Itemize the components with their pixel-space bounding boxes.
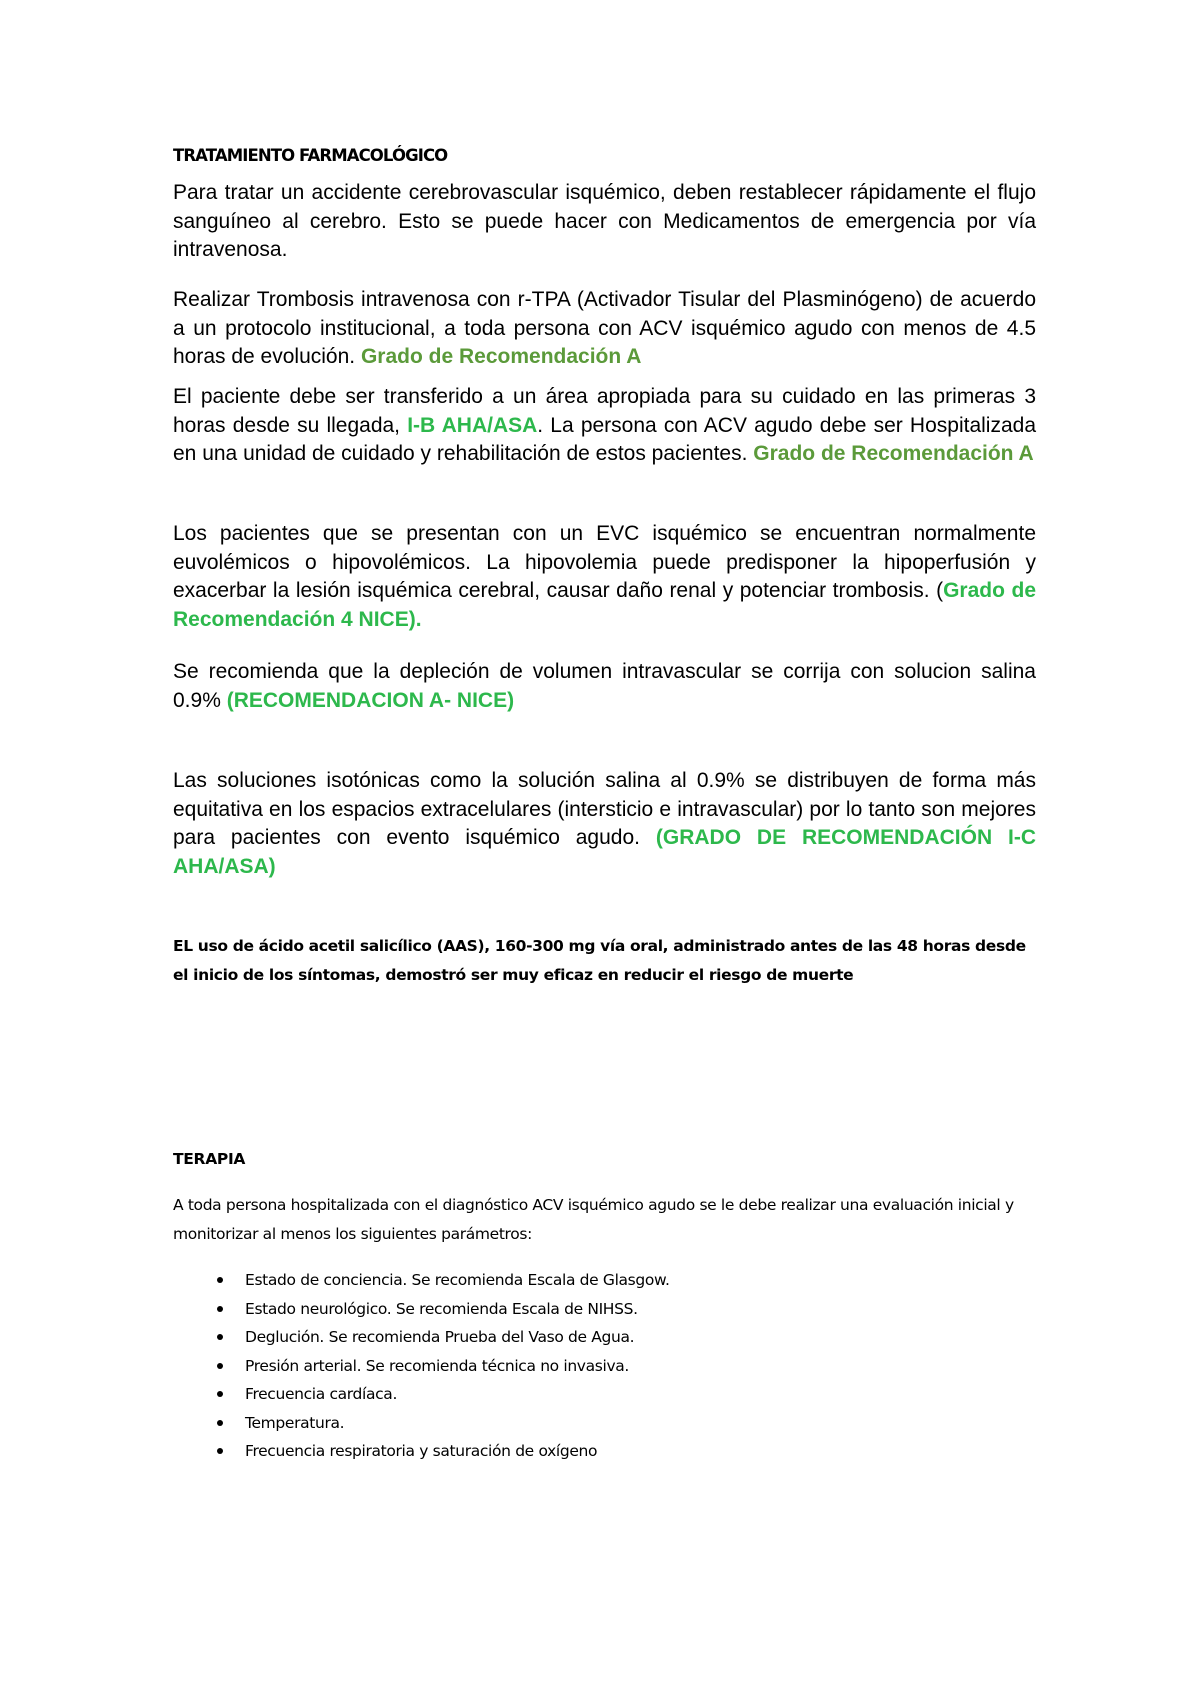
bullet-icon — [217, 1334, 223, 1340]
list-item — [173, 1380, 1033, 1409]
list-item-text: Temperatura. — [245, 1413, 345, 1432]
list-item — [173, 1409, 1033, 1438]
list-item — [173, 1437, 1033, 1466]
paragraph-saline — [173, 658, 1036, 715]
paragraph-volemia — [173, 520, 1036, 634]
bullet-icon — [217, 1363, 223, 1369]
recommendation-grade: Grado de Recomendación A — [360, 345, 642, 368]
recommendation-grade: (RECOMENDACION A- NICE) — [226, 688, 515, 712]
list-item-text: Frecuencia respiratoria y saturación de oxígeno — [245, 1442, 598, 1460]
list-item-text: Estado neurológico. Se recomienda Escala de NIHSS. — [245, 1299, 638, 1318]
paragraph-isotonic — [173, 767, 1036, 881]
terapia-heading: TERAPIA — [173, 1150, 246, 1168]
paragraph-aspirin — [173, 932, 1043, 990]
list-item-text: Presión arterial. Se recomienda técnica no invasiva. — [245, 1356, 630, 1375]
list-item — [173, 1266, 1033, 1295]
paragraph-text: El paciente debe ser transferido a un área apropiada para su cuidado en las primeras 3 horas desde su llegada, — [173, 385, 1036, 437]
list-item-text: Estado de conciencia. Se recomienda Escala de Glasgow. — [245, 1271, 670, 1289]
bullet-icon — [217, 1391, 223, 1397]
terapia-intro: A toda persona hospitalizada con el diagnóstico ACV isquémico agudo se le debe realizar una evaluación inicial y monitorizar al menos los siguientes parámetros: — [173, 1196, 1014, 1243]
paragraph-text: EL uso de ácido acetil salicílico (AAS), 160-300 mg vía oral, administrado antes de las 48 horas desde el inicio de los síntomas, demostró ser muy eficaz en reducir el riesgo de muerte — [173, 937, 1026, 984]
bullet-icon — [217, 1277, 223, 1283]
recommendation-grade: (GRADO DE RECOMENDACIÓN I-C AHA/ASA) — [173, 826, 1037, 878]
recommendation-grade: Grado de Recomendación A — [753, 442, 1034, 465]
paragraph-text: . La persona con ACV agudo debe ser Hospitalizada en una unidad de cuidado y rehabilitación de estos pacientes. — [173, 413, 1037, 465]
bullet-icon — [217, 1448, 223, 1454]
list-item-text: Deglución. Se recomienda Prueba del Vaso de Agua. — [245, 1328, 635, 1346]
paragraph-transfer — [173, 383, 1036, 469]
paragraph-text: Se recomienda que la depleción de volumen intravascular se corrija con solucion salina 0.9% — [173, 660, 1036, 712]
paragraph-text: Realizar Trombosis intravenosa con r-TPA (Activador Tisular del Plasminógeno) de acuerdo a un protocolo institucional, a toda persona con ACV isquémico agudo con menos de 4.5 horas de evolución. — [173, 288, 1036, 368]
list-item — [173, 1352, 1033, 1381]
paragraph-text: Para tratar un accidente cerebrovascular isquémico, deben restablecer rápidamente el flujo sanguíneo al cerebro. Esto se puede hacer con Medicamentos de emergencia por vía intravenosa. — [173, 181, 1036, 261]
paragraph-intro — [173, 179, 1036, 265]
section-heading: TRATAMIENTO FARMACOLÓGICO — [173, 146, 448, 165]
recommendation-grade: Grado de Recomendación 4 NICE). — [173, 579, 1036, 631]
paragraph-text: Las soluciones isotónicas como la solución salina al 0.9% se distribuyen de forma más equitativa en los espacios extracelulares (intersticio e intravascular) por lo tanto son mejores para pacientes con evento isquémico agudo. — [173, 769, 1036, 849]
bullet-icon — [217, 1420, 223, 1426]
paragraph-rtpa — [173, 286, 1036, 372]
list-item — [173, 1295, 1033, 1324]
recommendation-grade: I-B AHA/ASA — [407, 413, 538, 437]
paragraph-text: Los pacientes que se presentan con un EVC isquémico se encuentran normalmente euvolémicos o hipovolémicos. La hipovolemia puede predisponer la hipoperfusión y exacerbar la lesión isquémica cerebral, causar daño renal y potenciar trombosis. ( — [173, 522, 1036, 602]
parameter-list — [173, 1266, 1033, 1466]
list-item — [173, 1323, 1033, 1352]
bullet-icon — [217, 1306, 223, 1312]
list-item-text: Frecuencia cardíaca. — [245, 1385, 398, 1403]
